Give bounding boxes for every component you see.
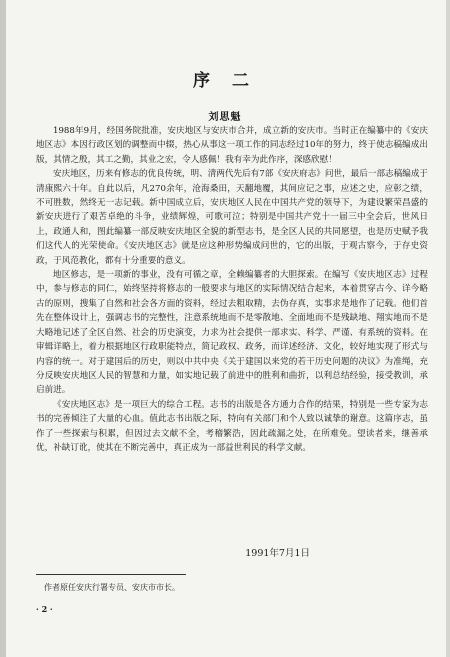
page-title: 序 二 <box>193 71 257 91</box>
preface-body <box>36 124 428 455</box>
signature-date: 1991年7月1日 <box>245 548 310 559</box>
footnote-rule <box>36 574 186 575</box>
author-name: 刘思魁 <box>208 112 242 123</box>
paragraph-4: 《安庆地区志》是一项巨大的综合工程。志书的出版是各方通力合作的结果，特别是一些专家为志书的完善倾注了大量的心血。值此志书出版之际，特向有关部门和个人致以诚挚的谢意。这篇序志，虽作了一些探索与积累，但因过去文献不全，考稽繁浩，因此疏漏之处，在所难免。望读者来，继善承优，补缺订讹，使其在不断完善中，真正成为一部益世利民的科学文献。 <box>36 399 428 453</box>
paragraph-2: 安庆地区，历来有修志的优良传统，明、清两代先后有7部《安庆府志》问世，最后一部志稿编成于清康熙六十年。自此以后，凡270余年，沧海桑田，天翻地覆，其间应记之事，应述之史，应彰之绩，不可胜数，然终无一志记载。新中国成立后，安庆地区人民在中国共产党的领导下，为建设繁荣昌盛的新安庆进行了艰苦卓绝的斗争，业绩辉煌，可歌可泣；特别是中国共产党十一届三中全会后，世风日上，政通人和，图此编纂一部反映安庆地区全貌的新型志书，是全区人民的共同愿望，也是历史赋予我们这代人的光荣使命。《安庆地区志》就是应这种形势编成问世的，它的出版，于观古察今，于存史资政，于风范教化，都有十分重要的意义。 <box>36 169 429 266</box>
page-right-edge <box>446 0 450 657</box>
paragraph-3: 地区修志，是一项新的事业，没有可循之章，全赖编纂者的大胆探索。在编写《安庆地区志》过程中，参与修志的同仁，始终坚持将修志的一般要求与地区的实际情况结合起来，本着贯穿古今、详今略古的原则，搜集了自然和社会各方面的资料，经过去粗取精，去伪存真，实事求是地作了记载。他们首先在整体设计上，强调志书的完整性，注意系统地而不是零散地、全面地而不是残缺地、翔实地而不是大略地记述了全区自然、社会的历史演变，力求为社会提供一部求实、科学、严谨、有系统的资料。在审辑详略上，着力根据地区行政职能特点，简记政权、政务，而详述经济、文化，较好地实现了形式与内容的统一。对于建国后的历史，则以中共中央《关于建国以来党的若干历史问题的决议》为准绳，充分反映安庆地区人民的智慧和力量，如实地记载了前进中的胜利和曲折，以利总结经验，接受教训，承启前进。 <box>36 270 428 396</box>
paragraph-1: 1988年9月，经国务院批准，安庆地区与安庆市合并，成立新的安庆市。当时正在编纂中的《安庆地区志》本因行政区划的调整而中辍，热心从事这一项工作的同志经过10年的努力，终于使志稿编成出版，其情之殷，其工之勤，其业之宏，令人感佩！我有幸为此作序，深感欣慰！ <box>36 126 428 165</box>
page-number: · 2 · <box>36 604 53 614</box>
author-footnote: 作者原任安庆行署专员、安庆市市长。 <box>44 583 180 592</box>
page-left-edge <box>0 0 6 657</box>
